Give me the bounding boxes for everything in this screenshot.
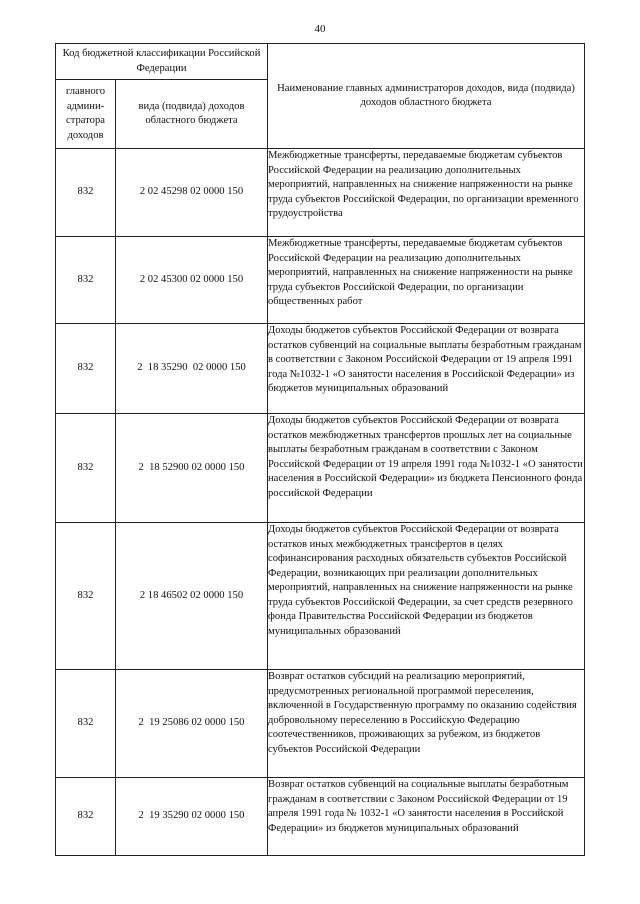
admin-code-cell: 832: [56, 670, 116, 778]
table-row: [56, 324, 585, 414]
revenue-code-cell: 2 02 45300 02 0000 150: [116, 237, 268, 324]
admin-code-cell: 832: [56, 523, 116, 670]
revenue-name-cell: Доходы бюджетов субъектов Российской Федерации от возврата остатков иных межбюджетных трансфертов в целях софинансирования расходных обязательств субъектов Российской Федерации, возникающих при реализации дополнительных мероприятий, направленных на снижение напряженности на рынке труда субъектов Российской Федерации, за счет средств резервного фонда Правительства Российской Федерации из бюджетов муниципальных образований: [268, 523, 585, 670]
revenue-code-cell: 2 19 25086 02 0000 150: [116, 670, 268, 778]
admin-code-cell: 832: [56, 149, 116, 237]
header-code-column: вида (подвида) доходов областного бюджета: [116, 80, 268, 149]
revenue-name-cell: Межбюджетные трансферты, передаваемые бюджетам субъектов Российской Федерации на реализацию дополнительных мероприятий, направленных на снижение напряженности на рынке труда субъектов Российской Федерации, по организации временного трудоустройства: [268, 149, 585, 237]
admin-code-cell: 832: [56, 414, 116, 523]
revenue-name-cell: Доходы бюджетов субъектов Российской Федерации от возврата остатков субвенций на социальные выплаты безработным гражданам в соответствии с Законом Российской Федерации от 19 апреля 1991 года №1032-1 «О занятости населения в Российской Федерации» из бюджетов муниципальных образований: [268, 324, 585, 414]
revenue-code-cell: 2 18 46502 02 0000 150: [116, 523, 268, 670]
header-name-column: Наименование главных администраторов доходов, вида (подвида) доходов областного бюджета: [268, 44, 585, 149]
revenue-code-cell: 2 19 35290 02 0000 150: [116, 778, 268, 856]
header-admin-column: главного админи-стратора доходов: [56, 80, 116, 149]
page-number: 40: [314, 23, 326, 35]
budget-classification-table: [55, 43, 585, 856]
admin-code-cell: 832: [56, 778, 116, 856]
revenue-name-cell: Возврат остатков субсидий на реализацию мероприятий, предусмотренных региональной программой переселения, включенной в Государственную программу по оказанию содействия добровольному переселению в Российскую Федерацию соотечественников, проживающих за рубежом, из бюджетов субъектов Российской Федерации: [268, 670, 585, 778]
admin-code-cell: 832: [56, 324, 116, 414]
revenue-code-cell: 2 18 52900 02 0000 150: [116, 414, 268, 523]
table-row: [56, 237, 585, 324]
revenue-name-cell: Межбюджетные трансферты, передаваемые бюджетам субъектов Российской Федерации на реализацию дополнительных мероприятий, направленных на снижение напряженности на рынке труда субъектов Российской Федерации, по организации общественных работ: [268, 237, 585, 324]
revenue-name-cell: Доходы бюджетов субъектов Российской Федерации от возврата остатков межбюджетных трансфертов прошлых лет на социальные выплаты безработным гражданам в соответствии с Законом Российской Федерации от 19 апреля 1991 года №1032-1 «О занятости населения в Российской Федерации» из бюджета Пенсионного фонда российской Федерации: [268, 414, 585, 523]
table-row: [56, 414, 585, 523]
table-row: [56, 523, 585, 670]
table-row: [56, 778, 585, 856]
header-row-group: [56, 44, 585, 80]
table-row: [56, 149, 585, 237]
table-row: [56, 670, 585, 778]
header-group-title: Код бюджетной классификации Российской Федерации: [56, 44, 268, 80]
revenue-code-cell: 2 02 45298 02 0000 150: [116, 149, 268, 237]
revenue-code-cell: 2 18 35290 02 0000 150: [116, 324, 268, 414]
admin-code-cell: 832: [56, 237, 116, 324]
revenue-name-cell: Возврат остатков субвенций на социальные выплаты безработным гражданам в соответствии с Законом Российской Федерации от 19 апреля 1991 года № 1032-1 «О занятости населения в Российской Федерации» из бюджетов муниципальных образований: [268, 778, 585, 856]
